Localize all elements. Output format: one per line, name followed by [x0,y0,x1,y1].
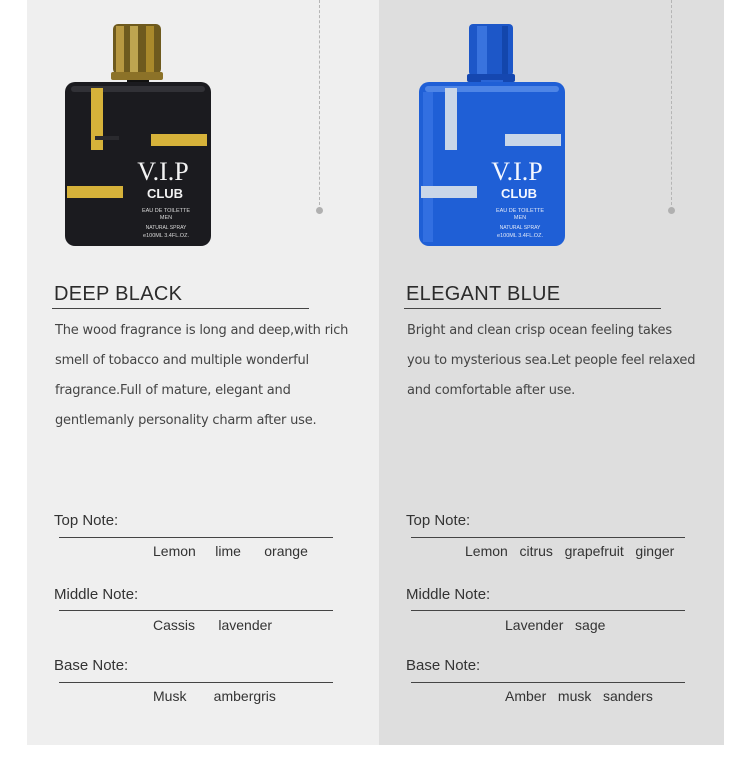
svg-text:e100ML 3.4FL.OZ.: e100ML 3.4FL.OZ. [143,233,189,239]
hanging-dot [668,207,675,214]
middle-note-values: Cassis lavender [153,617,273,633]
product-description: Bright and clean crisp ocean feeling takes you to mysterious sea.Let people feel relaxed and comfortable after use. [407,323,696,398]
base-note-values: Musk ambergris [153,688,276,704]
note-divider [411,682,685,683]
middle-note-label: Middle Note: [54,586,139,603]
product-panel-elegant-blue [379,0,724,745]
title-divider [52,308,309,309]
top-note-label: Top Note: [54,512,119,529]
middle-note-label: Middle Note: [406,586,491,603]
note-divider [59,610,333,611]
title-divider [404,308,661,309]
middle-note-values: Lavender sage [505,617,606,633]
svg-text:e100ML 3.4FL.OZ.: e100ML 3.4FL.OZ. [497,233,543,239]
svg-text:EAU DE TOILETTE: EAU DE TOILETTE [141,208,191,214]
hanging-line [319,0,320,205]
svg-text:NATURAL SPRAY: NATURAL SPRAY [499,225,541,231]
svg-text:MEN: MEN [159,215,173,221]
product-description: The wood fragrance is long and deep,with rich smell of tobacco and multiple wonderful fragrance.Full of mature, elegant and gentlemanly personality charm after use. [55,323,349,428]
note-divider [59,682,333,683]
perfume-bottle-image [417,20,567,253]
svg-text:CLUB: CLUB [146,186,184,201]
note-divider [411,537,685,538]
svg-text:NATURAL SPRAY: NATURAL SPRAY [145,225,187,231]
bottle-brand: V.I.P [137,157,189,186]
top-note-values: Lemon lime orange [153,543,308,559]
base-note-label: Base Note: [54,657,129,674]
svg-text:CLUB: CLUB [500,186,538,201]
bottle-brand: V.I.P [491,157,543,186]
top-note-values: Lemon citrus grapefruit ginger [465,543,675,559]
base-note-label: Base Note: [406,657,481,674]
base-note-values: Amber musk sanders [505,688,653,704]
perfume-bottle-image [63,20,213,253]
svg-text:MEN: MEN [513,215,527,221]
hanging-dot [316,207,323,214]
product-panel-deep-black [27,0,379,745]
product-title: ELEGANT BLUE [406,283,561,305]
product-title: DEEP BLACK [54,283,183,305]
top-note-label: Top Note: [406,512,471,529]
hanging-line [671,0,672,205]
note-divider [59,537,333,538]
svg-text:EAU DE TOILETTE: EAU DE TOILETTE [495,208,545,214]
note-divider [411,610,685,611]
